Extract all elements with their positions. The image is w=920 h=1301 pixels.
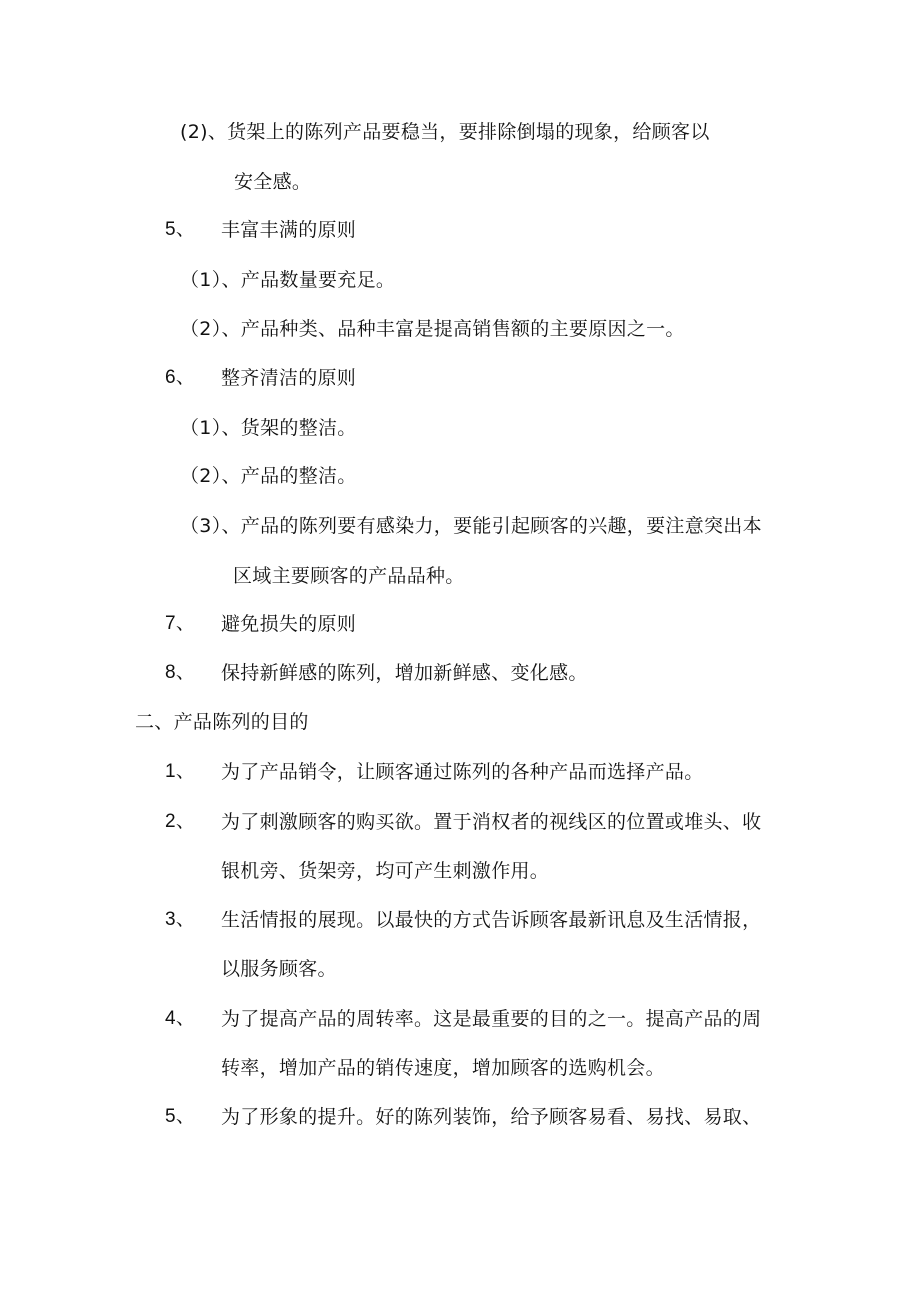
- continuation-line: [221, 1056, 665, 1080]
- sub-item-text: 产品的整洁。: [240, 465, 357, 487]
- sub-item-line: [180, 514, 762, 538]
- continuation-text: 安全感。: [234, 171, 312, 193]
- continuation-text: 银机旁、货架旁，均可产生刺激作用。: [221, 860, 550, 882]
- sub-item-line: [180, 120, 710, 144]
- continuation-text: 区域主要顾客的产品品种。: [233, 565, 465, 587]
- item-text: 丰富丰满的原则: [221, 219, 357, 241]
- item-text: 为了刺激顾客的购买欲。置于消权者的视线区的位置或堆头、收: [221, 811, 762, 833]
- item-number: 6、: [165, 367, 196, 388]
- continuation-line: [221, 957, 337, 981]
- sub-item-text: 货架上的陈列产品要稳当，要排除倒塌的现象，给顾客以: [227, 121, 710, 143]
- item-number: 3、: [165, 909, 196, 930]
- continuation-line: [221, 859, 549, 883]
- sub-item-marker: （3）、: [180, 515, 241, 537]
- item-text: 整齐清洁的原则: [221, 367, 357, 389]
- sub-item-marker: （1）、: [180, 269, 241, 291]
- item-text: 为了产品销令，让顾客通过陈列的各种产品而选择产品。: [221, 761, 704, 783]
- item-number: 8、: [165, 662, 196, 683]
- item-number: 5、: [165, 1106, 196, 1127]
- sub-item-line: [180, 268, 395, 292]
- continuation-line: [234, 170, 311, 194]
- sub-item-marker: （2）、: [180, 465, 241, 487]
- section-heading-text: 二、产品陈列的目的: [135, 711, 309, 733]
- item-text: 生活情报的展现。以最快的方式告诉顾客最新讯息及生活情报，: [221, 909, 762, 931]
- sub-item-line: [180, 317, 685, 341]
- item-text: 为了形象的提升。好的陈列装饰，给予顾客易看、易找、易取、: [221, 1106, 762, 1128]
- item-text: 保持新鲜感的陈列，增加新鲜感、变化感。: [221, 662, 588, 684]
- item-number: 4、: [165, 1008, 196, 1029]
- item-number: 5、: [165, 219, 196, 240]
- item-number: 1、: [165, 761, 196, 782]
- sub-item-text: 产品数量要充足。: [240, 269, 396, 291]
- sub-item-marker: (2)、: [180, 121, 228, 143]
- item-number: 2、: [165, 811, 196, 832]
- sub-item-line: [180, 416, 357, 440]
- sub-item-text: 产品种类、品种丰富是提高销售额的主要原因之一。: [240, 318, 685, 340]
- continuation-text: 以服务顾客。: [221, 958, 337, 980]
- sub-item-text: 产品的陈列要有感染力，要能引起顾客的兴趣，要注意突出本: [240, 515, 762, 537]
- item-text: 避免损失的原则: [221, 613, 357, 635]
- continuation-line: [233, 564, 465, 588]
- item-number: 7、: [165, 613, 196, 634]
- section-heading: [135, 710, 309, 734]
- sub-item-marker: （2）、: [180, 318, 241, 340]
- continuation-text: 转率，增加产品的销传速度，增加顾客的选购机会。: [221, 1057, 665, 1079]
- sub-item-text: 货架的整洁。: [240, 417, 357, 439]
- sub-item-marker: （1）、: [180, 417, 241, 439]
- sub-item-line: [180, 464, 357, 488]
- item-text: 为了提高产品的周转率。这是最重要的目的之一。提高产品的周: [221, 1008, 762, 1030]
